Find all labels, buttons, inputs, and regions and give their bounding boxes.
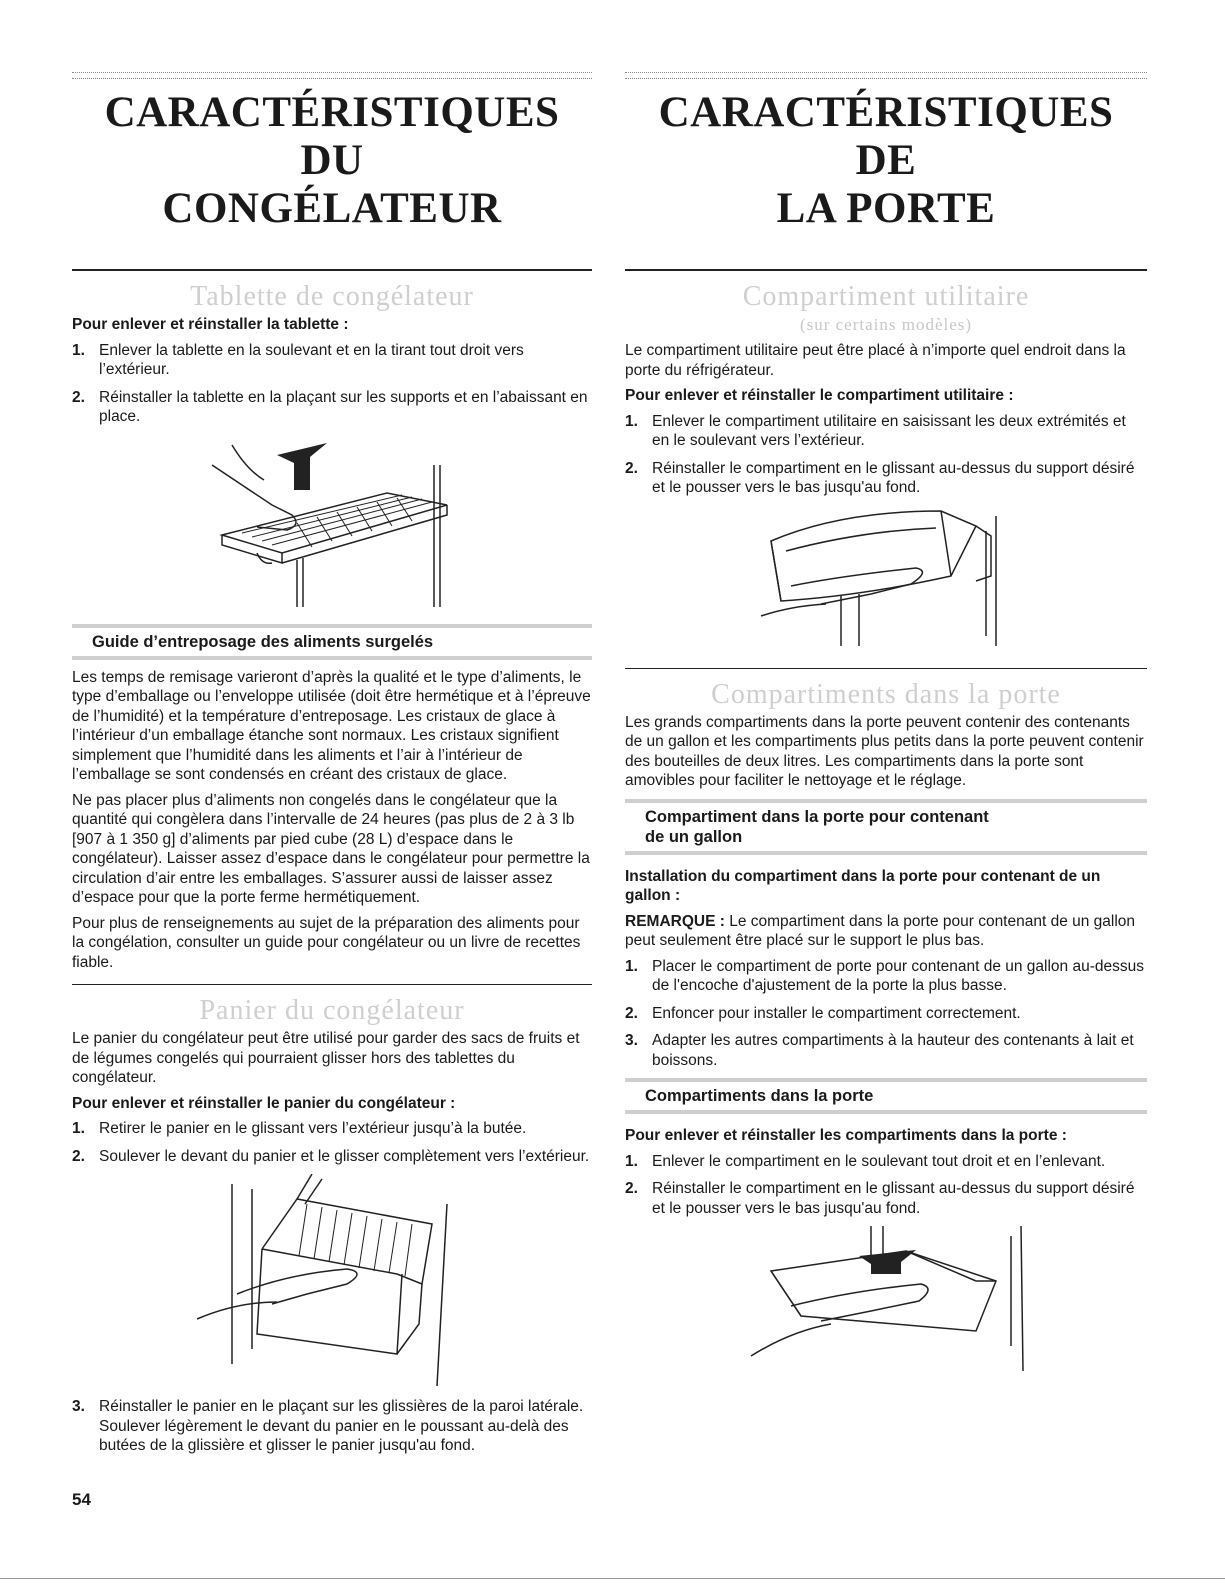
top-divider — [625, 72, 1147, 79]
bottom-border — [0, 1578, 1225, 1579]
utility-steps — [625, 412, 1147, 498]
shelf-instructions-heading: Pour enlever et réinstaller la tablette : — [72, 316, 349, 333]
door-bins-instructions-heading: Pour enlever et réinstaller les compartiments dans la porte : — [625, 1127, 1067, 1144]
list-item: 1. Retirer le panier en le glissant vers l’extérieur jusqu’à la butée. — [72, 1120, 527, 1137]
basket-instructions-heading: Pour enlever et réinstaller le panier du congélateur : — [72, 1094, 456, 1112]
door-bins-intro: Les grands compartiments dans la porte peuvent contenir des contenants de un gallon et les compartiments plus petits dans la porte peuvent contenir des bouteilles de deux litres. Les compartiments dans la porte sont amovibles pour faciliter le nettoyage et le réglage. — [625, 713, 1144, 789]
list-item: 3. Réinstaller le panier en le plaçant sur les glissières de la paroi latérale. Soulever légèrement le devant du panier en le poussant au-delà des butées de la glissière et glisser le panier jusqu'au fond. — [72, 1398, 584, 1454]
utility-intro: Le compartiment utilitaire peut être placé à n’importe quel endroit dans la porte du réfrigérateur. — [625, 342, 1126, 379]
list-item: 2. Soulever le devant du panier et le glisser complètement vers l’extérieur. — [72, 1147, 590, 1165]
list-item: 2. Enfoncer pour installer le compartiment correctement. — [625, 1004, 1021, 1022]
gallon-bin-remark: REMARQUE : Le compartiment dans la porte pour contenant de un gallon peut seulement être placé sur le support le plus bas. — [625, 912, 1136, 949]
section-divider — [72, 269, 592, 271]
section-divider — [625, 668, 1147, 669]
gallon-bin-steps — [625, 957, 1147, 1071]
left-column — [72, 72, 592, 1464]
list-item: 1. Enlever le compartiment utilitaire en saisissant les deux extrémités et en le soulevant vers l’extérieur. — [625, 412, 1126, 449]
gallon-bin-heading: Compartiment dans la porte pour contenant de un gallon — [625, 799, 1147, 855]
door-features-title — [625, 89, 1147, 233]
section-divider — [72, 984, 592, 985]
list-item: 2. Réinstaller le compartiment en le glissant au-dessus du support désiré et le pousser vers le bas jusqu'au fond. — [625, 459, 1135, 496]
section-title-utility-compartment: Compartiment utilitaire — [742, 281, 1030, 312]
right-column — [625, 72, 1147, 1384]
storage-guide-paragraph-2: Ne pas placer plus d’aliments non congelés dans le congélateur que la quantité qui congèlera dans l’intervalle de 24 heures (pas plus de 2 à 3 lb [907 à 1 350 g] d’aliments par pied cube (28 L) d’espace dans le congélateur). Laisser assez d’espace dans le congélateur pour permettre la circulation d’air entre les emballages. S’assurer aussi de laisser assez d’espace pour que la porte ferme hermétiquement. — [72, 791, 590, 906]
utility-compartment-illustration — [741, 506, 1031, 656]
section-divider — [625, 269, 1147, 271]
freezer-features-title — [72, 89, 592, 233]
list-item: 1. Placer le compartiment de porte pour contenant de un gallon au-dessus de l'encoche d'ajustement de la porte la plus basse. — [625, 957, 1144, 994]
door-bins-steps — [625, 1152, 1147, 1219]
freezer-basket-illustration — [197, 1174, 467, 1389]
top-divider — [72, 72, 592, 79]
list-item: 3. Adapter les autres compartiments à la hauteur des contenants à lait et boissons. — [625, 1032, 1134, 1069]
list-item: 1. Enlever le compartiment en le soulevant tout droit et en l’enlevant. — [625, 1152, 1106, 1170]
gallon-bin-instructions-heading: Installation du compartiment dans la porte pour contenant de un gallon : — [625, 867, 1101, 904]
title-line-2: LA PORTE — [776, 185, 996, 232]
door-bin-illustration — [731, 1226, 1041, 1376]
freezer-shelf-illustration — [202, 435, 462, 610]
list-item: 2. Réinstaller le compartiment en le glissant au-dessus du support désiré et le pousser vers le bas jusqu'au fond. — [625, 1180, 1135, 1217]
storage-guide-paragraph-1: Les temps de remisage varieront d’après la qualité et le type d’aliments, le type d’emballage ou l’enveloppe utilisée (doit être hermétique et à l’épreuve de l’humidité) et la température d’entreposage. Les cristaux de glace à l’intérieur d’un emballage étanche sont normaux. Les cristaux signifient simplement que l’humidité dans les aliments et l’air à l’intérieur de l’emballage se sont condensés en créant des cristaux de glace. — [72, 668, 591, 783]
title-line-1: CARACTÉRISTIQUES DE — [658, 89, 1114, 184]
utility-instructions-heading: Pour enlever et réinstaller le compartiment utilitaire : — [625, 387, 1014, 404]
basket-step-3 — [72, 1397, 592, 1456]
section-title-freezer-basket: Panier du congélateur — [199, 995, 465, 1026]
list-item: 2. Réinstaller la tablette en la plaçant sur les supports et en l’abaissant en place. — [72, 388, 588, 425]
section-title-door-bins: Compartiments dans la porte — [711, 678, 1061, 710]
basket-steps — [72, 1119, 592, 1166]
section-subtitle-some-models: (sur certains modèles) — [799, 315, 973, 334]
list-item: 1. Enlever la tablette en la soulevant et en la tirant tout droit vers l’extérieur. — [72, 341, 524, 378]
title-line-1: CARACTÉRISTIQUES DU — [104, 89, 560, 184]
storage-guide-heading: Guide d’entreposage des aliments surgelés — [72, 624, 592, 660]
door-bins-subheading: Compartiments dans la porte — [625, 1078, 1147, 1114]
basket-intro: Le panier du congélateur peut être utilisé pour garder des sacs de fruits et de légumes congelés qui pourraient glisser hors des tablettes du congélateur. — [72, 1030, 580, 1086]
section-title-freezer-shelf: Tablette de congélateur — [190, 281, 474, 312]
shelf-steps — [72, 341, 592, 427]
page-number: 54 — [72, 1490, 91, 1509]
storage-guide-paragraph-3: Pour plus de renseignements au sujet de la préparation des aliments pour la congélation, consulter un guide pour congélateur ou un livre de recettes fiable. — [72, 914, 581, 971]
title-line-2: CONGÉLATEUR — [162, 185, 502, 232]
